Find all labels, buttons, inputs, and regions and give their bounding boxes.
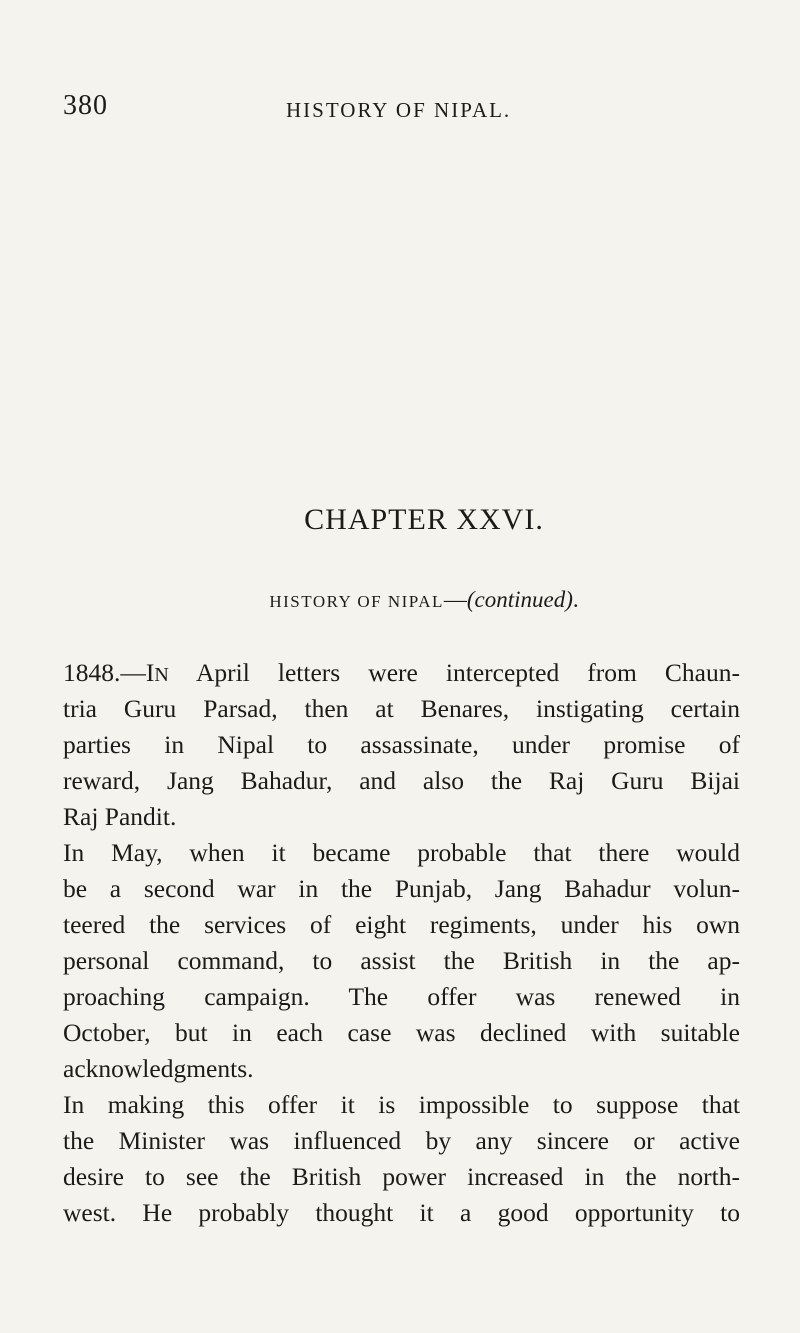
paragraph-3-line: west. He probably thought it a good opportunity to: [63, 1198, 740, 1227]
paragraph-1-line: reward, Jang Bahadur, and also the Raj Guru Bijai: [63, 766, 740, 795]
paragraph-1-lead-small: N: [154, 664, 170, 686]
chapter-subtitle-period: .: [572, 587, 579, 612]
body-text: [63, 655, 740, 1231]
paragraph-2-line: personal command, to assist the British in the ap-: [63, 946, 740, 975]
paragraph-2-line: teered the services of eight regiments, under his own: [63, 910, 740, 939]
chapter-heading: CHAPTER XXVI.: [304, 503, 544, 536]
chapter-subtitle-dash: —: [443, 587, 467, 612]
paragraph-1-lead-cap: I: [145, 658, 155, 687]
paragraph-1-year: 1848.—: [63, 658, 146, 687]
paragraph-1-line: Raj Pandit.: [63, 802, 177, 831]
running-title: HISTORY OF NIPAL.: [286, 98, 512, 122]
paragraph-1-line-1-rest: April letters were intercepted from Chaun-: [169, 658, 740, 687]
paragraph-2-line: In May, when it became probable that there would: [63, 838, 740, 867]
paragraph-1-line-1: [63, 655, 740, 691]
paragraph-2-line: October, but in each case was declined with suitable: [63, 1018, 740, 1047]
paragraph-2-line: proaching campaign. The offer was renewed in: [63, 982, 740, 1011]
chapter-subtitle-continued: (continued): [466, 587, 573, 612]
paragraph-3-line: the Minister was influenced by any sincere or active: [63, 1126, 740, 1155]
paragraph-1-line: tria Guru Parsad, then at Benares, instigating certain: [63, 694, 740, 723]
paragraph-2-line: be a second war in the Punjab, Jang Bahadur volun-: [63, 874, 740, 903]
paragraph-2-line: acknowledgments.: [63, 1054, 254, 1083]
paragraph-1-line: parties in Nipal to assassinate, under promise of: [63, 730, 740, 759]
chapter-subtitle: [0, 588, 800, 611]
paragraph-3-line: desire to see the British power increased in the north-: [63, 1162, 740, 1191]
paragraph-3-line: In making this offer it is impossible to suppose that: [63, 1090, 740, 1119]
page-number: 380: [63, 90, 108, 121]
chapter-subtitle-caps: HISTORY OF NIPAL: [269, 592, 444, 611]
